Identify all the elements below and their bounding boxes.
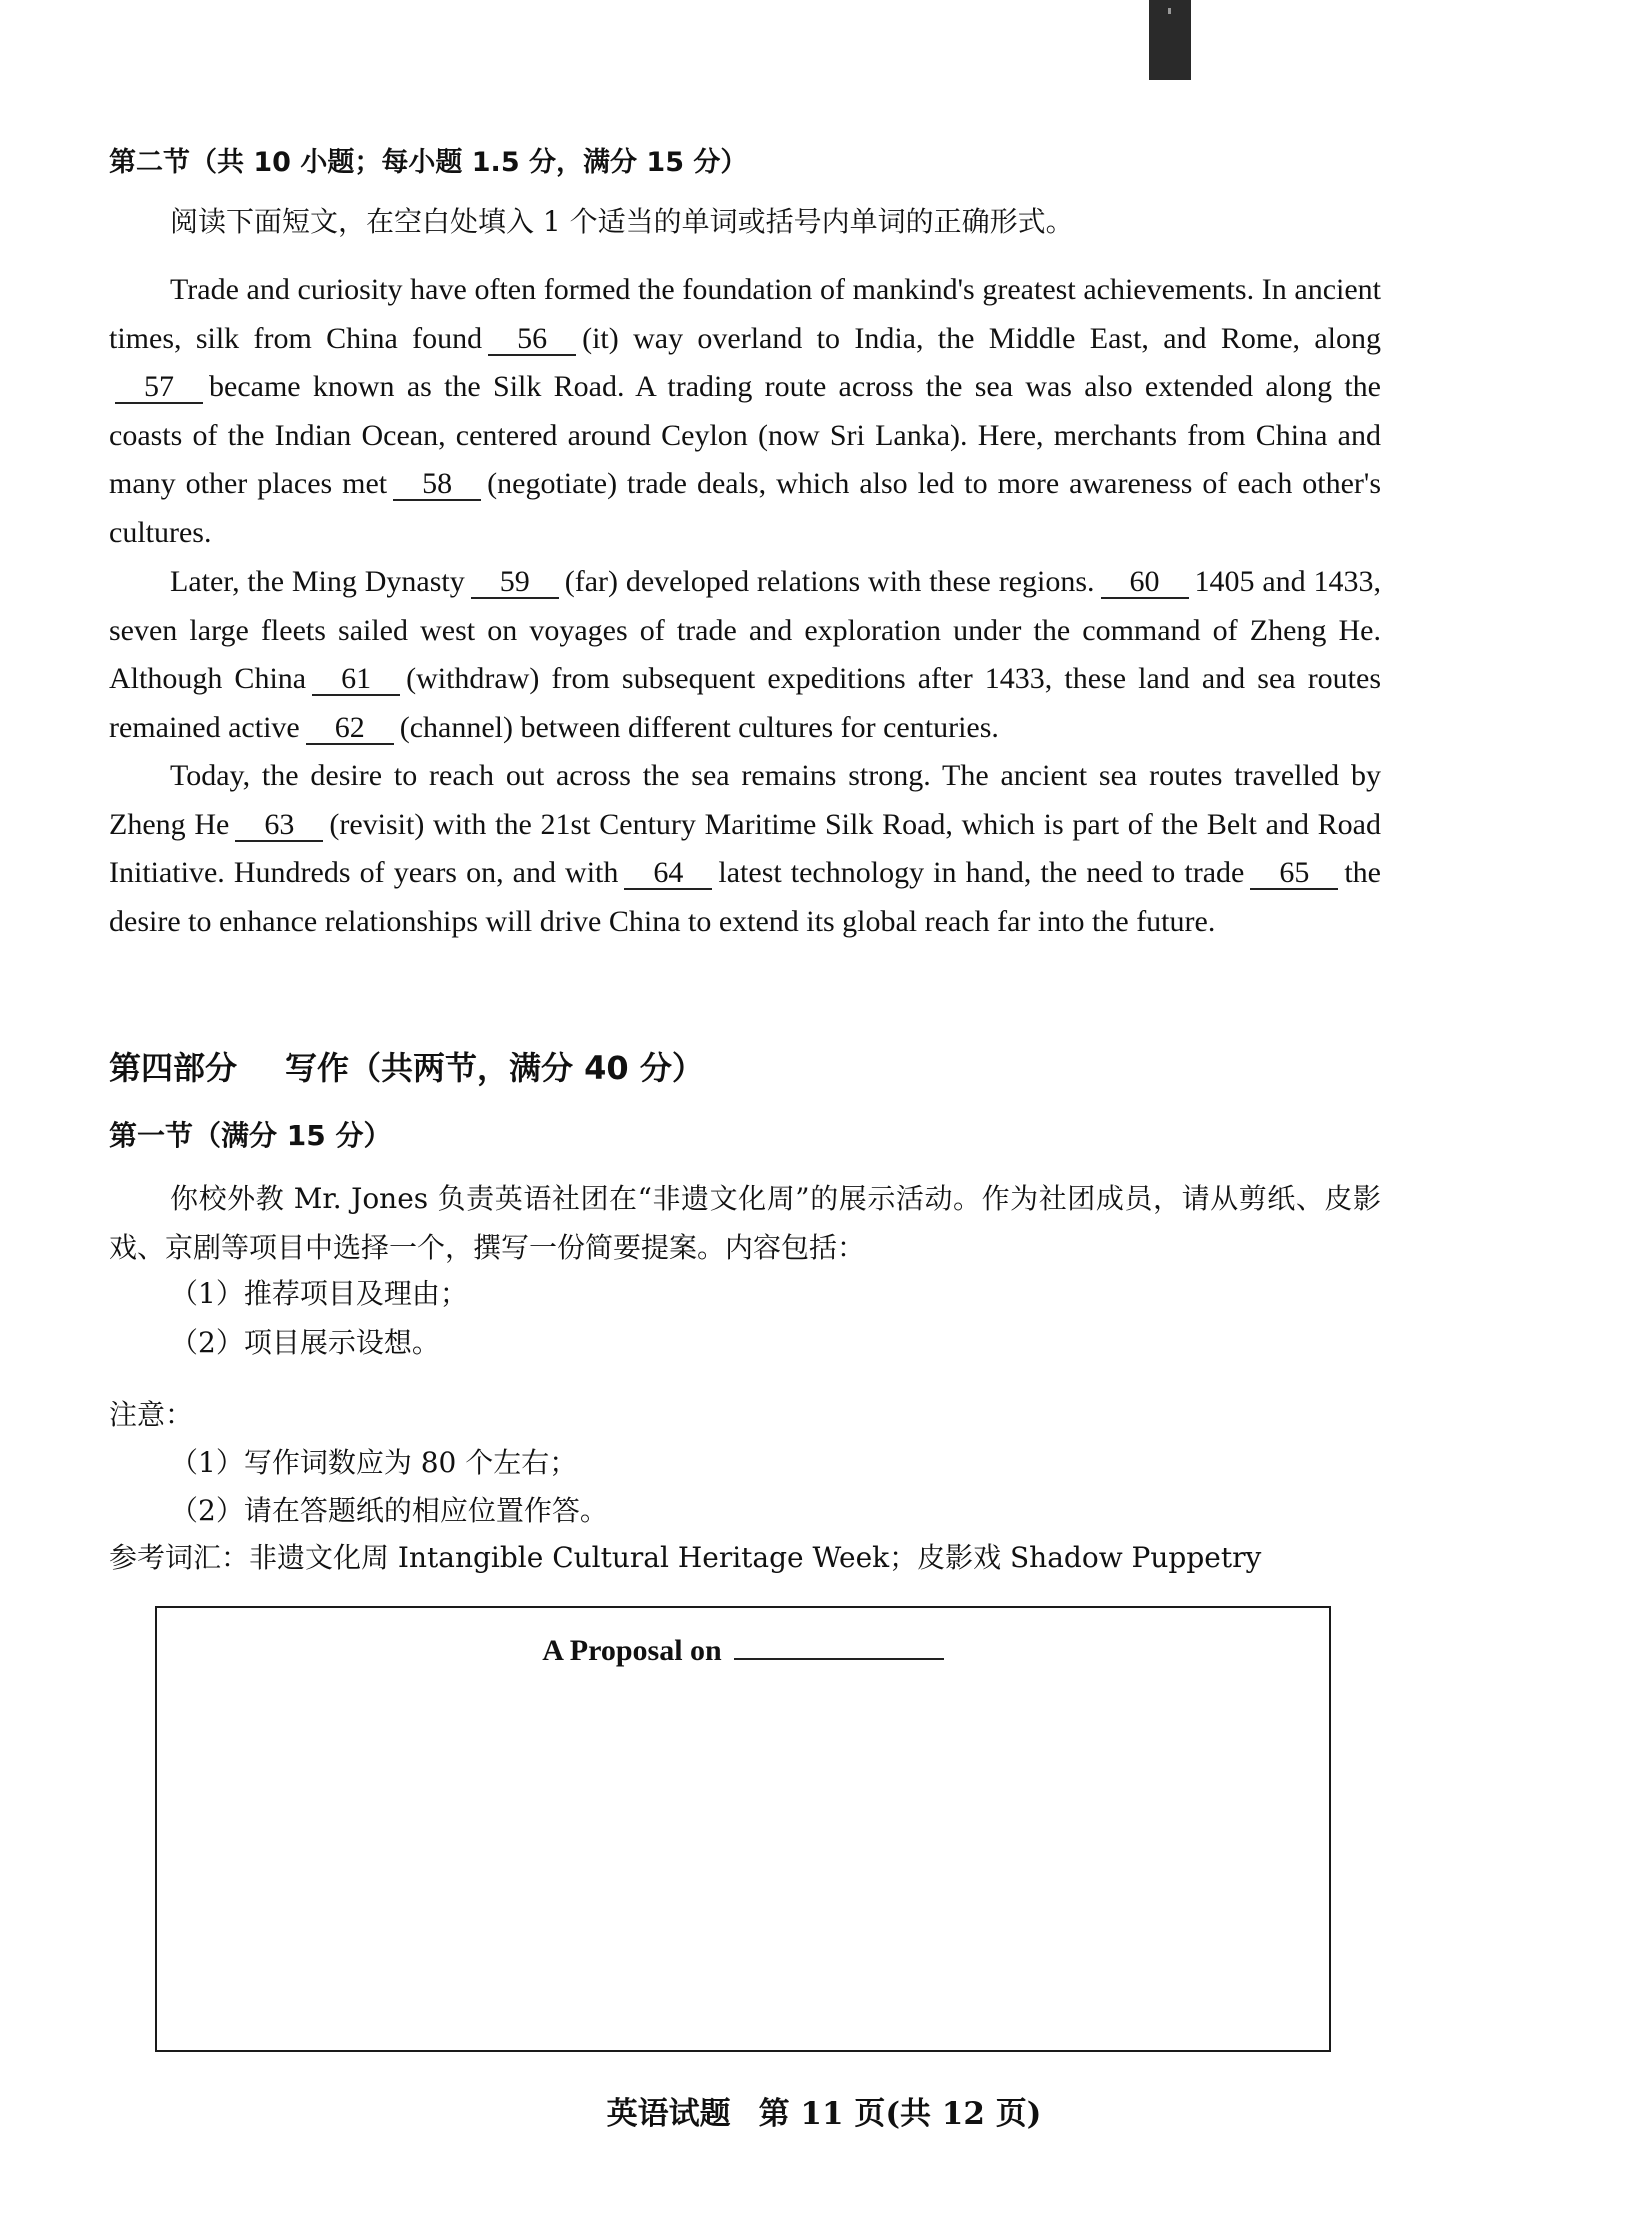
answer-box[interactable] bbox=[155, 1606, 1331, 2052]
note-item: （2）请在答题纸的相应位置作答。 bbox=[170, 1494, 608, 1527]
blank-63[interactable]: 63 bbox=[235, 810, 323, 842]
content-item: （2）项目展示设想。 bbox=[170, 1326, 440, 1359]
blank-59[interactable]: 59 bbox=[471, 567, 559, 599]
passage-paragraph-3: Today, the desire to reach out across the sea remains strong. The ancient sea routes travelled by Zheng He 63 (revisit) with the 21st Century Maritime Silk Road, which is part of the Belt and Road Initiative. Hundreds of years on, and with 64 latest technology in hand, the need to trade 65 the desire to enhance relationships will drive China to extend its global reach far into the future. bbox=[109, 759, 1381, 938]
scan-marker bbox=[1149, 0, 1191, 80]
blank-58[interactable]: 58 bbox=[393, 469, 481, 501]
instruction: 阅读下面短文，在空白处填入 1 个适当的单词或括号内单词的正确形式。 bbox=[170, 205, 1074, 238]
content-item: （1）推荐项目及理由； bbox=[170, 1277, 468, 1310]
reference-vocabulary: 参考词汇：非遗文化周 Intangible Cultural Heritage Week；皮影戏 Shadow Puppetry bbox=[109, 1541, 1262, 1574]
blank-64[interactable]: 64 bbox=[624, 858, 712, 890]
blank-56[interactable]: 56 bbox=[488, 324, 576, 356]
proposal-title: A Proposal on bbox=[157, 1628, 1329, 1668]
blank-65[interactable]: 65 bbox=[1250, 858, 1338, 890]
blank-62[interactable]: 62 bbox=[306, 713, 394, 745]
passage-paragraph-1: Trade and curiosity have often formed the foundation of mankind's greatest achievements. In ancient times, silk from China found 56 (it) way overland to India, the Middle East, and Rome, along57 became known as the Silk Road. A trading route across the sea was also extended along the coasts of the Indian Ocean, centered around Ceylon (now Sri Lanka). Here, merchants from China and many other places met 58 (negotiate) trade deals, which also led to more awareness of each other's cultures. bbox=[109, 273, 1382, 549]
note-item: （1）写作词数应为 80 个左右； bbox=[170, 1446, 578, 1479]
passage-paragraph-2: Later, the Ming Dynasty 59 (far) developed relations with these regions. 60 1405 and 1433, seven large fleets sailed west on voyages of trade and exploration under the command of Zheng He. Although China 61 (withdraw) from subsequent expeditions after 1433, these land and sea routes remained active 62 (channel) between different cultures for centuries. bbox=[109, 565, 1382, 744]
blank-61[interactable]: 61 bbox=[312, 664, 400, 696]
subsection-heading: 第一节（满分 15 分） bbox=[109, 1119, 392, 1152]
blank-57[interactable]: 57 bbox=[115, 372, 203, 404]
note-label: 注意： bbox=[109, 1398, 194, 1431]
section-heading: 第二节（共 10 小题；每小题 1.5 分，满分 15 分） bbox=[109, 147, 748, 178]
title-blank[interactable] bbox=[734, 1628, 944, 1660]
blank-60[interactable]: 60 bbox=[1101, 567, 1189, 599]
page-footer: 英语试题 第 11 页(共 12 页) bbox=[606, 2096, 1042, 2132]
part-heading: 第四部分 写作（共两节，满分 40 分） bbox=[109, 1049, 704, 1087]
writing-task: 你校外教 Mr. Jones 负责英语社团在“非遗文化周”的展示活动。作为社团成员，请从剪纸、皮影戏、京剧等项目中选择一个，撰写一份简要提案。内容包括： bbox=[109, 1182, 1381, 1264]
